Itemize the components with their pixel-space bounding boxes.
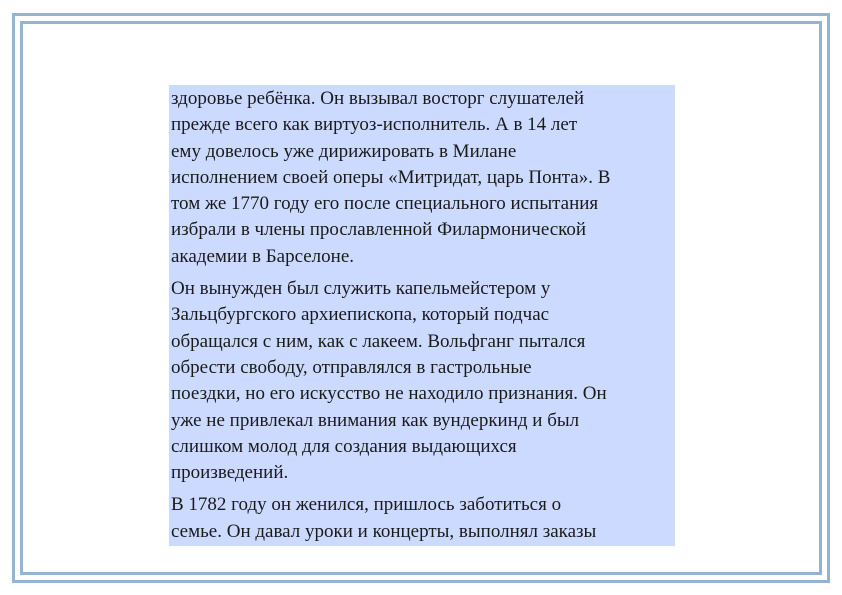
text-line: исполнением своей оперы «Митридат, царь Понта». В [171,166,611,188]
text-line: семье. Он давал уроки и концерты, выполнял заказы [171,520,597,542]
text-line: избрали в члены прославленной Филармонической [171,219,587,241]
text-line: прежде всего как виртуоз-исполнитель. А в 14 лет [171,114,578,136]
text-line: Он вынужден был служить капельмейстером у [171,278,551,300]
text-line: том же 1770 году его после специального испытания [171,193,599,215]
text-line: здоровье ребёнка. Он вызывал восторг слушателей [171,88,585,109]
text-line: обращался с ним, как с лакеем. Вольфганг пытался [171,330,586,352]
paragraph-3 [171,492,675,545]
text-line: слишком молод для создания выдающихся [171,435,517,457]
text-line: поездки, но его искусство не находило признания. Он [171,383,607,405]
text-line: произведений. [171,462,289,484]
paragraph-2 [171,276,675,486]
text-line: уже не привлекал внимания как вундеркинд и был [171,409,580,431]
text-line: обрести свободу, отправлялся в гастрольные [171,356,532,378]
text-line: академии в Барселоне. [171,245,355,267]
text-block [169,85,675,546]
paragraph-1 [171,86,675,270]
text-line: ему довелось уже дирижировать в Милане [171,140,517,162]
text-line: В 1782 году он женился, пришлось заботиться о [171,494,562,516]
text-line: Зальцбургского архиепископа, который подчас [171,304,550,326]
